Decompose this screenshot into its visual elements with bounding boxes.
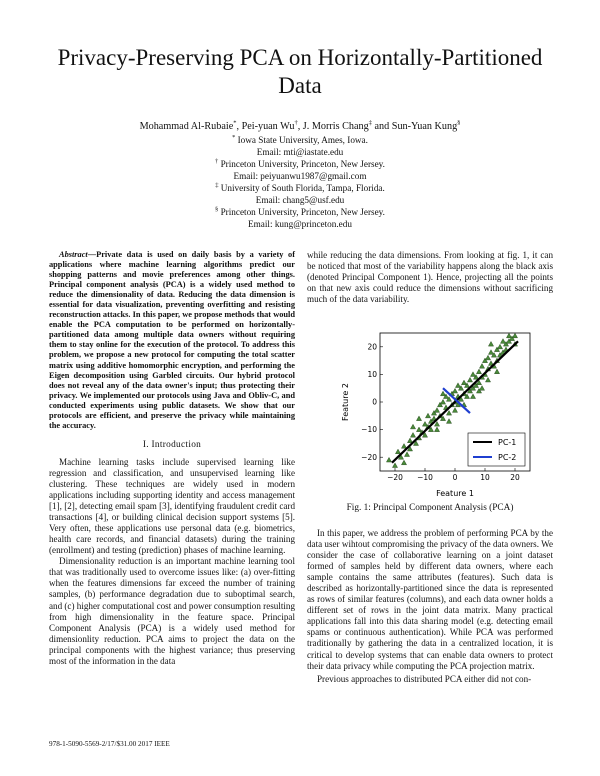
right-column-bottom: [307, 528, 553, 685]
affiliation-1: [100, 134, 500, 158]
y-tick-label: −20: [361, 452, 377, 462]
y-tick-label: 20: [367, 342, 377, 352]
x-tick-label: 20: [510, 473, 520, 482]
affiliation-1-mark: *: [232, 133, 236, 141]
affiliation-4-line: Princeton University, Princeton, New Jersey.: [220, 207, 385, 217]
affiliation-3: [100, 182, 500, 206]
x-axis-label: Feature 1: [436, 489, 474, 498]
affiliation-4-email: Email: kung@princeton.edu: [248, 219, 352, 229]
affiliation-2-mark: †: [215, 157, 219, 165]
affiliation-3-mark: ‡: [215, 181, 219, 189]
author-2-mark: †: [294, 119, 298, 127]
footer-copyright: 978-1-5090-5569-2/17/$31.00 2017 IEEE: [49, 740, 170, 748]
legend-pc1-label: PC-1: [498, 438, 517, 447]
y-axis-label: Feature 2: [341, 383, 350, 421]
intro-paragraph-2: Dimensionality reduction is an important machine learning tool that was traditionally used to overcome issues like: (a) over-fitting when the features dimensions far exceed the number of training samples, (b) performance degradation due to suboptimal search, and (c) higher computational cost and power consumption resulting from high dimensionality in the feature space. Principal Component Analysis (PCA) is a widely used method for dimensionlity reduction. PCA aims to project the data on the principal components with the highest variance; thus preserving most of the information in the data: [49, 556, 295, 666]
legend-box: [468, 433, 525, 466]
pca-figure: [340, 328, 540, 498]
x-tick-label: 10: [480, 473, 490, 482]
x-tick-label: −10: [417, 473, 433, 482]
affiliation-4: [100, 206, 500, 230]
abstract: [49, 250, 295, 431]
right-paragraph-1: while reducing the data dimensions. From looking at fig. 1, it can be noticed that most of the variability happens along the black axis (denoted Principal Component 1). Hence, projecting all the points on that new axis could reduce the dimensions without sacrificing much of the data variability.: [307, 250, 553, 305]
y-tick-label: 0: [372, 397, 377, 407]
affiliation-4-mark: §: [215, 205, 219, 213]
affiliation-2-email: Email: peiyuanwu1987@gmail.com: [233, 171, 367, 181]
author-1: Mohammad Al-Rubaie: [139, 121, 234, 132]
abstract-label: Abstract: [59, 250, 88, 259]
legend: [468, 433, 525, 466]
x-tick-label: 0: [452, 473, 458, 482]
legend-pc2-label: PC-2: [498, 453, 517, 462]
paper-title: [30, 44, 570, 100]
y-tick-label: −10: [361, 425, 377, 435]
intro-paragraph-1: Machine learning tasks include supervised learning like regression and classification, and unsupervised learning like clustering. These techniques are widely used in modern applications including supporting identity and access management [1], [2], detecting email spam [3], identifying fraudulent credit card transactions [4], or building clinical decision support systems [5]. Very often, these applications use personal data (e.g. biometrics, health care records, and financial datasets) during the training (enrollment) and testing (prediction) phases of machine learning.: [49, 456, 295, 556]
y-tick-label: 10: [367, 370, 377, 379]
title-line-1: Privacy-Preserving PCA on Horizontally-Partitioned: [57, 45, 543, 70]
author-2: Pei-yuan Wu: [241, 121, 295, 132]
author-3-mark: ‡: [368, 119, 372, 127]
right-paragraph-3: Previous approaches to distributed PCA either did not con-: [317, 673, 532, 684]
figure-caption: Fig. 1: Principal Component Analysis (PCA): [346, 503, 514, 513]
right-paragraph-2: In this paper, we address the problem of performing PCA by the data user wihtout compromising the privacy of the data owners. We consider the case of collaborative learning on a joint dataset formed of samples held by different data owners, where each sample contains the same attributes (features). Such data is described as horizontally-partitioned since the data is represented as rows of similar features (columns), and each data owner holds a different set of rows in the joint data matrix. Many practical applications fall into this data sharing model (e.g. detecting email spams or continuous authentication). While PCA was performed traditionally by gathering the data in a centralized location, it is critical to develop systems that can enable data owners to protect their data privacy while computing the PCA projection matrix.: [307, 528, 553, 671]
abstract-text: —Private data is used on daily basis by a variety of applications where machine learning algorithms predict our shopping patterns and movie preferences among other things. Principal component analysis (PCA) is a widely used method to reduce the dimensionality of data. Reducing the data dimension is essential for data visualization, preventing overfitting and resisting reconstruction attacks. In this paper, we propose methods that would enable the PCA computation to be performed on horizontally-partitioned data among multiple data owners without requiring them to stay online for the execution of the protocol. To address this problem, we propose a new protocol for computing the total scatter matrix using additive homomorphic encryption, and performing the Eigen decomposition using Garbled circuits. Our hybrid protocol does not reveal any of the data owner's input; thus protecting their privacy. We implemented our protocols using Java and Obliv-C, and conducted experiments using public datasets. We show that our protocols are efficient, and preserve the privacy while maintaining the accuracy.: [49, 250, 295, 430]
section-heading-introduction: I. Introduction: [142, 439, 202, 450]
right-column-top: [307, 250, 553, 305]
author-4-mark: §: [457, 119, 461, 127]
affiliation-1-line: Iowa State University, Ames, Iowa.: [237, 135, 368, 145]
affiliation-2: [100, 158, 500, 182]
author-1-mark: *: [233, 119, 237, 127]
title-line-2: Data: [278, 73, 322, 98]
left-column: [49, 250, 295, 667]
affiliation-3-line: University of South Florida, Tampa, Florida.: [220, 183, 385, 193]
author-list: Mohammad Al-Rubaie*, Pei-yuan Wu†, J. Morris Chang‡ and Sun-Yuan Kung§: [139, 119, 461, 132]
affiliation-3-email: Email: chang5@usf.edu: [255, 195, 345, 205]
affiliation-1-email: Email: mti@iastate.edu: [256, 147, 344, 157]
affiliation-2-line: Princeton University, Princeton, New Jersey.: [220, 159, 385, 169]
author-4: Sun-Yuan Kung: [391, 121, 458, 132]
author-3: J. Morris Chang: [302, 121, 369, 132]
x-tick-label: −20: [387, 473, 403, 482]
